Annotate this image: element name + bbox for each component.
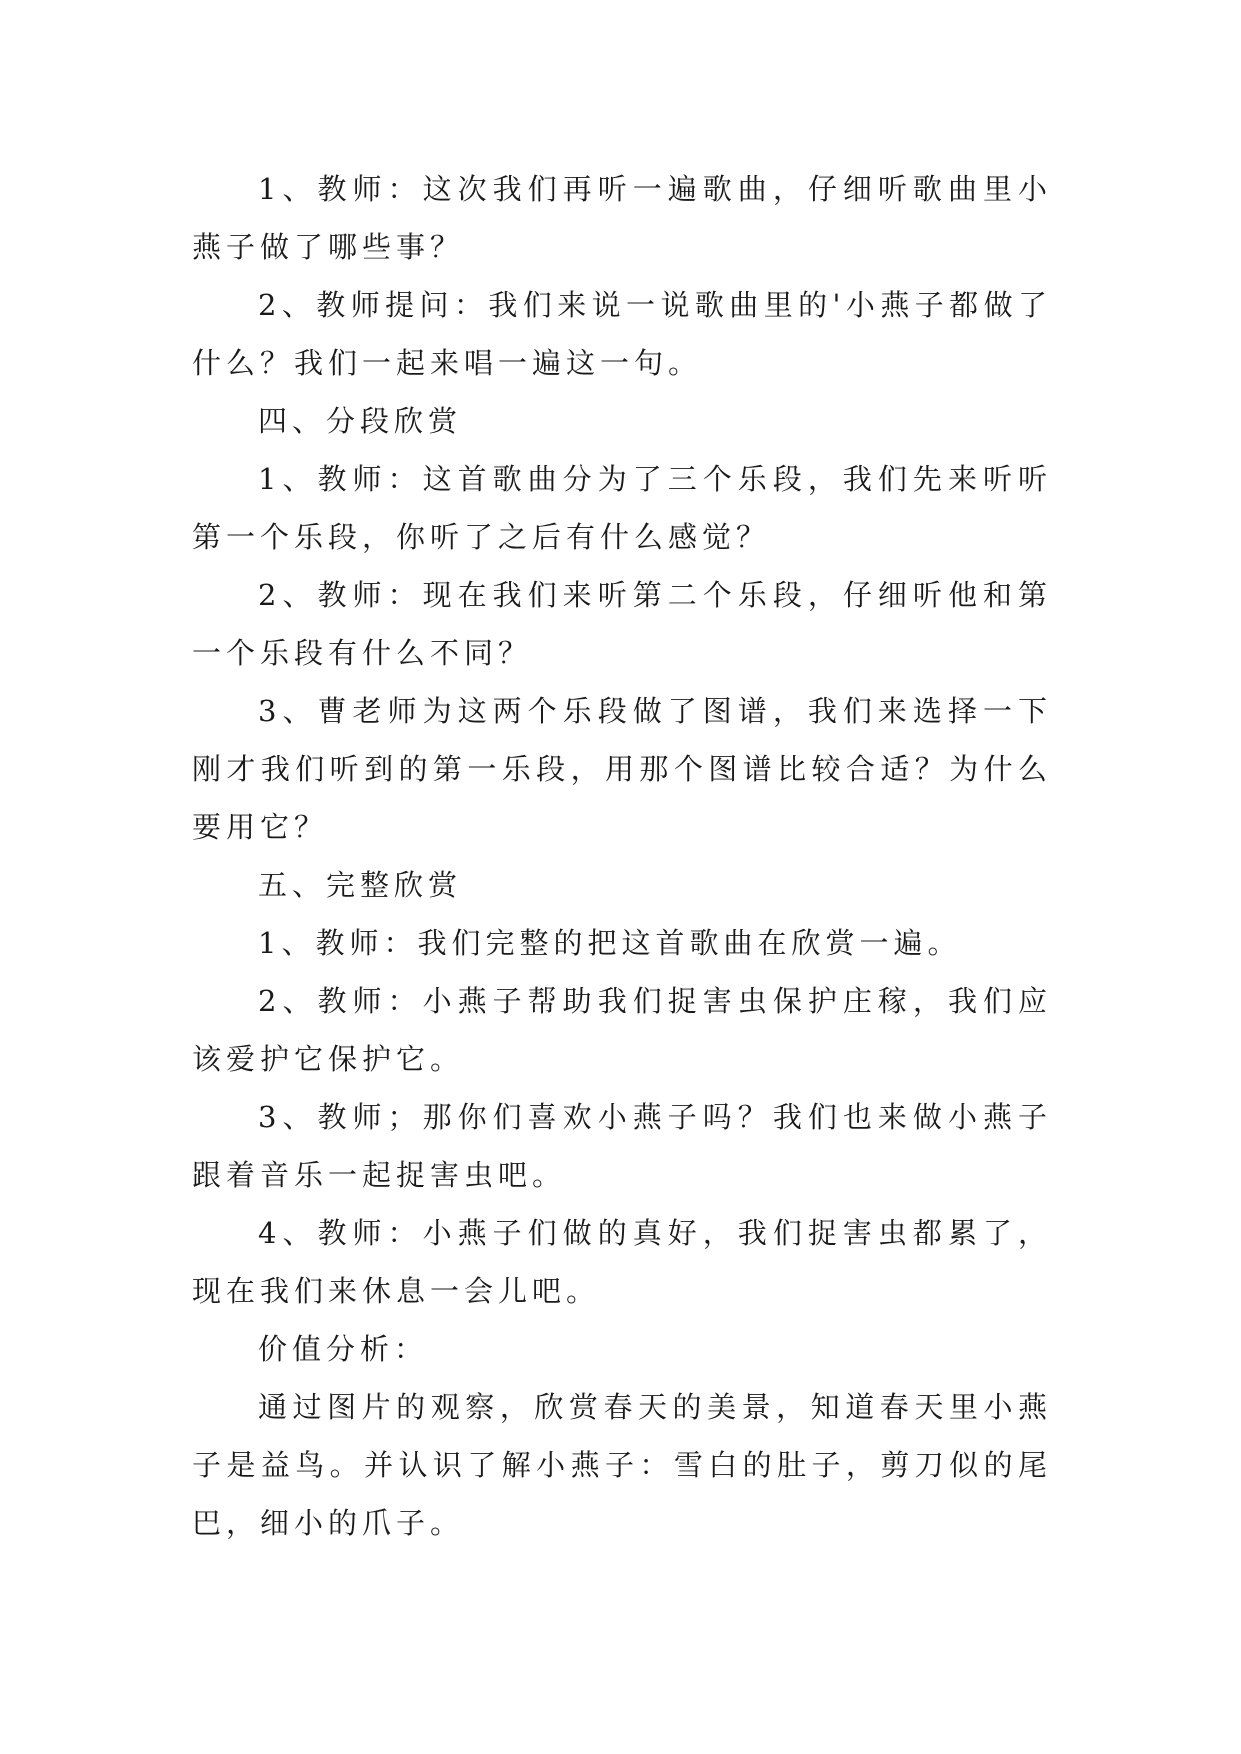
paragraph-rest: 4、教师：小燕子们做的真好，我们捉害虫都累了，现在我们来休息一会儿吧。	[192, 1216, 1052, 1308]
document-body	[192, 160, 1052, 1552]
paragraph-graphic-score: 3、曹老师为这两个乐段做了图谱，我们来选择一下刚才我们听到的第一乐段，用那个图谱比较合适？为什么要用它？	[192, 694, 1052, 844]
paragraph-three-segments: 1、教师：这首歌曲分为了三个乐段，我们先来听听第一个乐段，你听了之后有什么感觉？	[192, 462, 1052, 554]
paragraph-listen-again: 1、教师：这次我们再听一遍歌曲，仔细听歌曲里小燕子做了哪些事？	[192, 172, 1052, 264]
section-heading-complete-appreciation: 五、完整欣赏	[258, 868, 463, 902]
paragraph-protect-swallow: 2、教师：小燕子帮助我们捉害虫保护庄稼，我们应该爱护它保护它。	[192, 984, 1052, 1076]
paragraph-catch-pests: 3、教师；那你们喜欢小燕子吗？我们也来做小燕子跟着音乐一起捉害虫吧。	[192, 1100, 1052, 1192]
paragraph-full-listen: 1、教师：我们完整的把这首歌曲在欣赏一遍。	[258, 926, 962, 960]
paragraph-second-segment: 2、教师：现在我们来听第二个乐段，仔细听他和第一个乐段有什么不同？	[192, 578, 1052, 670]
section-heading-segment-appreciation: 四、分段欣赏	[258, 404, 463, 438]
paragraph-value-analysis: 通过图片的观察，欣赏春天的美景，知道春天里小燕子是益鸟。并认识了解小燕子：雪白的肚子，剪刀似的尾巴，细小的爪子。	[192, 1390, 1052, 1540]
section-heading-value-analysis: 价值分析：	[258, 1332, 429, 1366]
paragraph-teacher-question: 2、教师提问：我们来说一说歌曲里的'小燕子都做了什么？我们一起来唱一遍这一句。	[192, 288, 1052, 380]
